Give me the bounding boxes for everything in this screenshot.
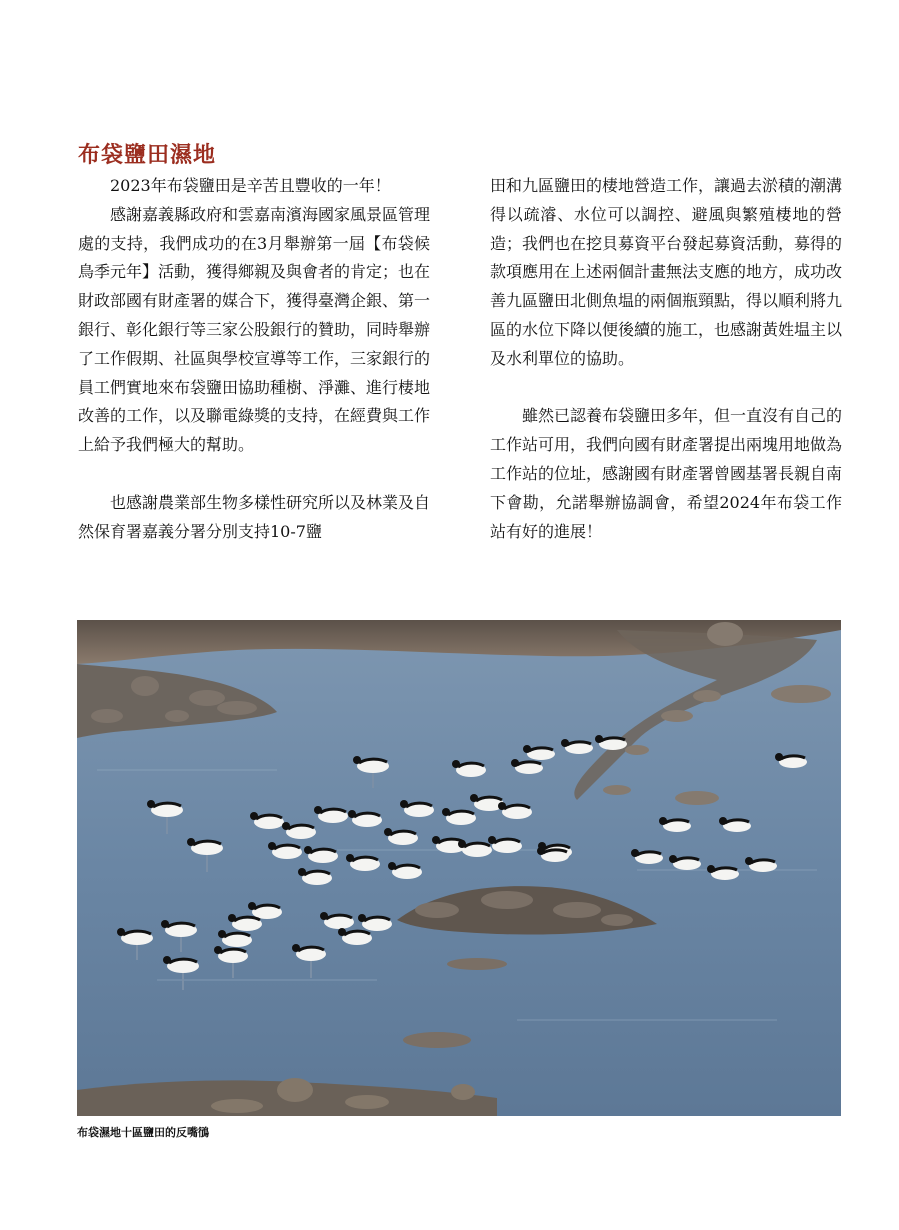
paragraph-agriculture: 也感謝農業部生物多樣性研究所以及林業及自然保育署嘉義分署分別支持10-7鹽 [78,492,431,541]
photo-avocets [77,620,841,1116]
section-title: 布袋鹽田濕地 [78,142,217,168]
text-column-left [78,172,430,546]
paragraph-habitat: 田和九區鹽田的棲地營造工作，讓過去淤積的潮溝得以疏濬、水位可以調控、避風與繁殖棲地的營造；我們也在挖貝募資平台發起募資活動，募得的款項應用在上述兩個計畫無法支應的地方，成功改善九區鹽田北側魚塭的兩個瓶頸點，得以順利將九區的水位下降以便後續的施工，也感謝黃姓塭主以及水利單位的協助。 [490,176,843,368]
paragraph-thanks: 感謝嘉義縣政府和雲嘉南濱海國家風景區管理處的支持，我們成功的在3月舉辦第一屆【布袋候鳥季元年】活動，獲得鄉親及與會者的肯定；也在財政部國有財產署的媒合下，獲得臺灣企銀、第一銀行、彰化銀行等三家公股銀行的贊助，同時舉辦了工作假期、社區與學校宣導等工作，三家銀行的員工們實地來布袋鹽田協助種樹、淨灘、進行棲地改善的工作，以及聯電綠獎的支持，在經費與工作上給予我們極大的幫助。 [78,204,431,455]
text-column-right [490,172,842,546]
paragraph-intro: 2023年布袋鹽田是辛苦且豐收的一年！ [110,176,391,195]
paragraph-workstation: 雖然已認養布袋鹽田多年，但一直沒有自己的工作站可用，我們向國有財產署提出兩塊用地做為工作站的位址，感謝國有財產署曾國基署長親自南下會勘，允諾舉辦協調會，希望2024年布袋工作站有好的進展！ [490,406,843,541]
photo-caption: 布袋濕地十區鹽田的反嘴鴴 [77,1126,209,1139]
